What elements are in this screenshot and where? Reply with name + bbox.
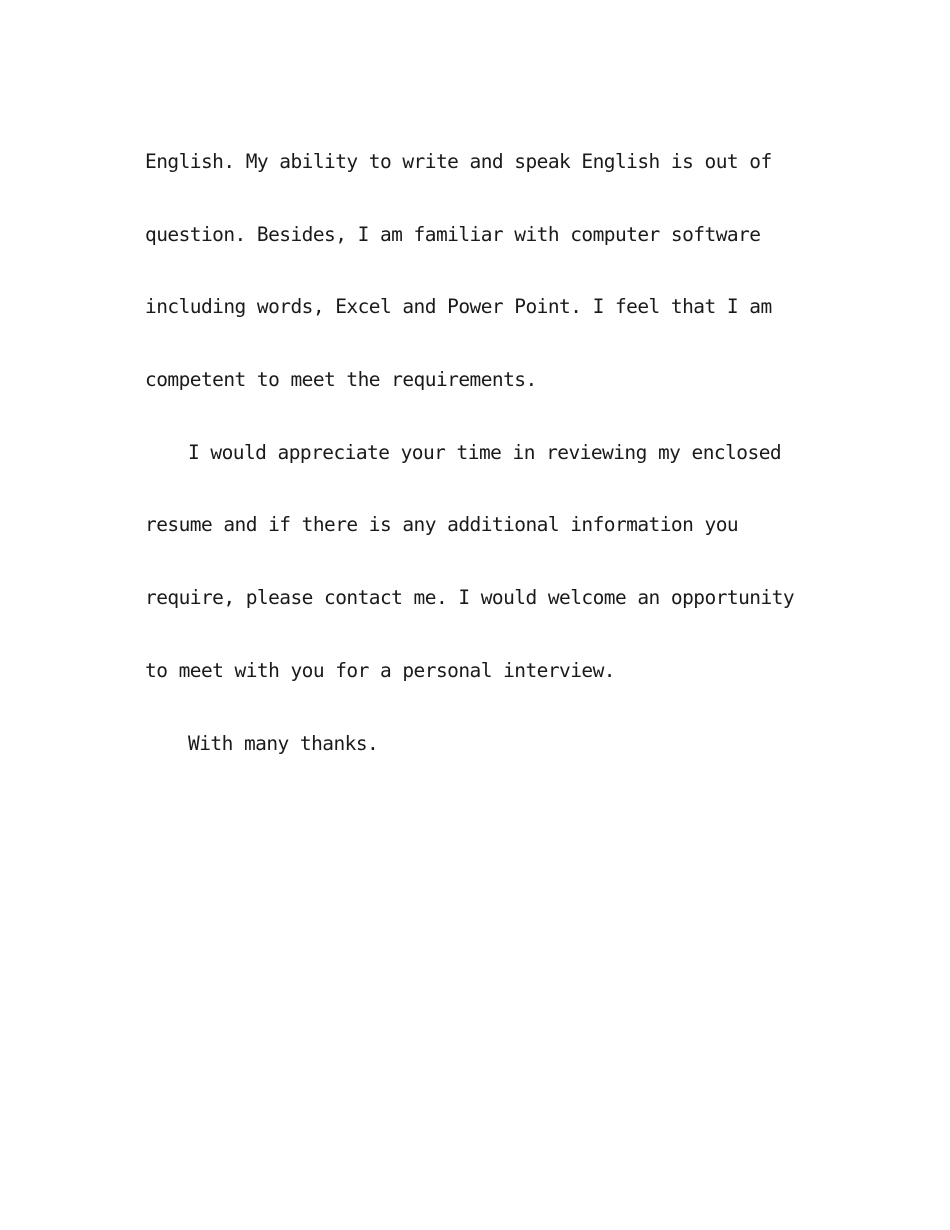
text-line: question. Besides, I am familiar with computer software bbox=[145, 222, 761, 246]
paragraph-start-line: I would appreciate your time in reviewing my enclosed bbox=[188, 440, 782, 464]
text-line: resume and if there is any additional information you bbox=[145, 513, 739, 537]
letter-body bbox=[145, 126, 825, 780]
text-line: competent to meet the requirements. bbox=[145, 368, 537, 392]
text-line: English. My ability to write and speak English is out of bbox=[145, 150, 772, 173]
text-line: including words, Excel and Power Point. I feel that I am bbox=[145, 295, 772, 319]
text-line: to meet with you for a personal interview. bbox=[145, 658, 615, 682]
text-line: require, please contact me. I would welcome an opportunity bbox=[145, 586, 795, 610]
closing-line: With many thanks. bbox=[188, 731, 379, 755]
